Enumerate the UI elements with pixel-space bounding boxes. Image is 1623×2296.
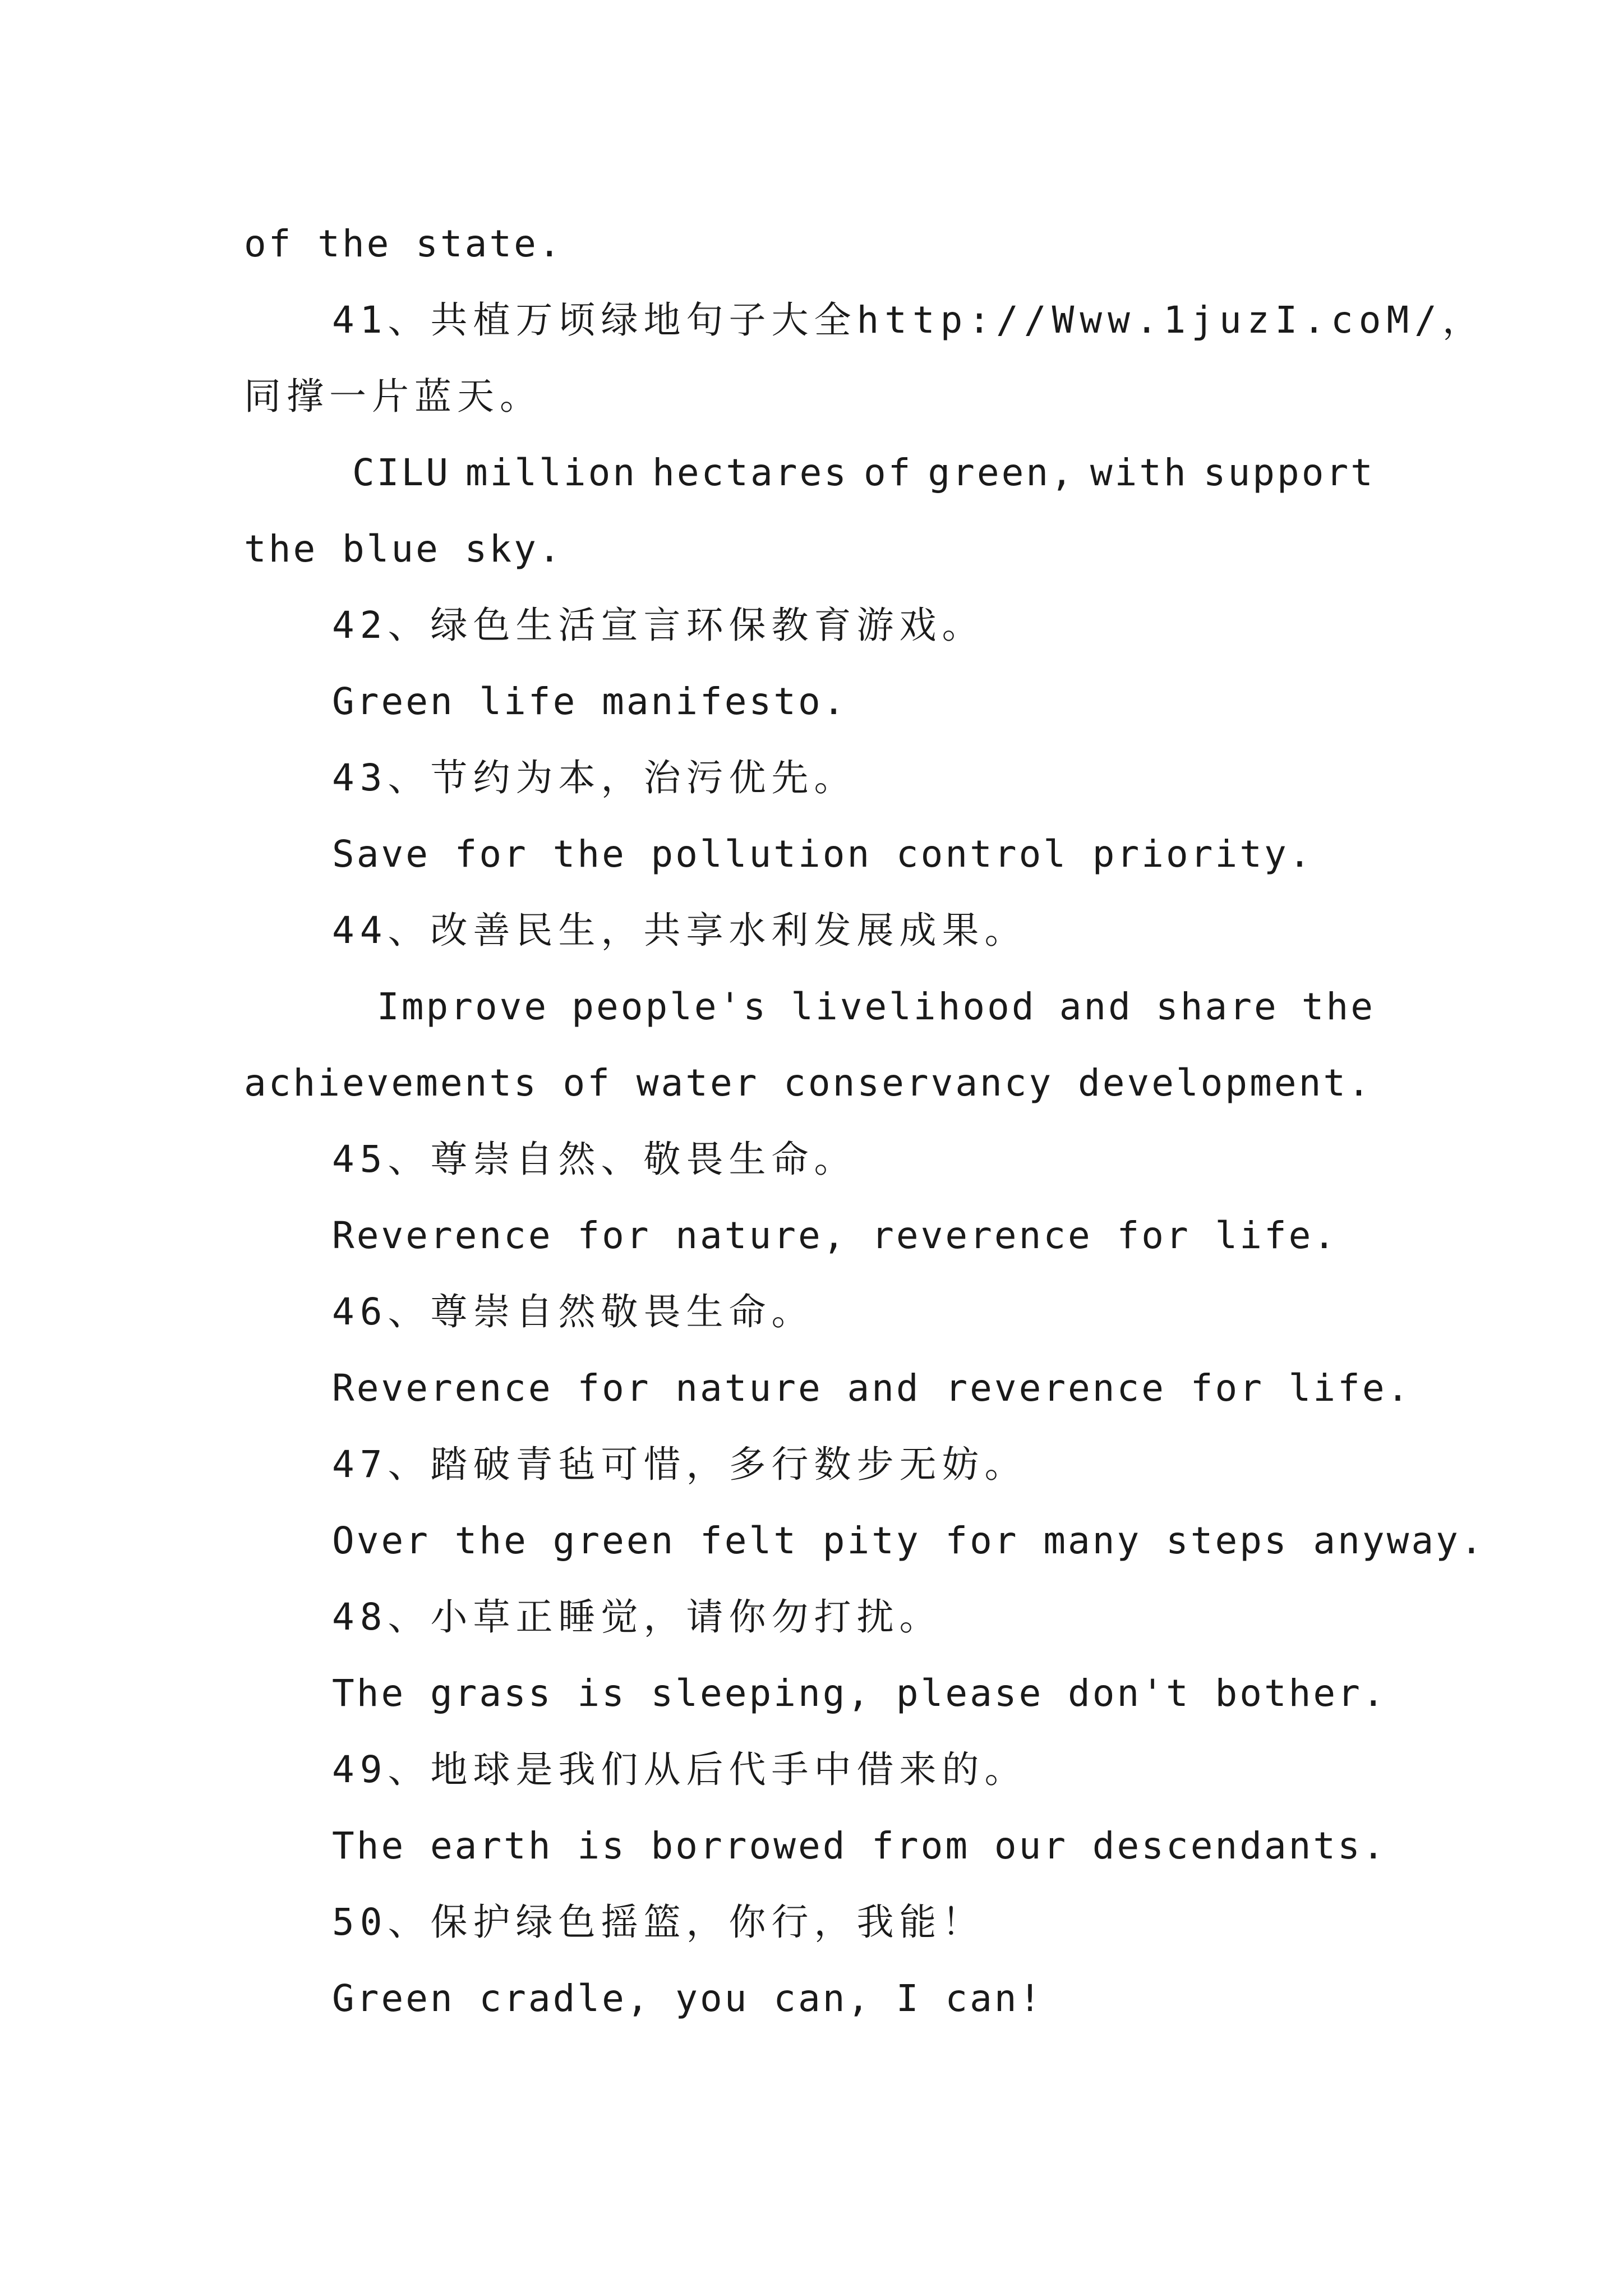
item-42-chinese: 42、绿色生活宣言环保教育游戏。 (332, 604, 985, 647)
item-43-chinese: 43、节约为本，治污优先。 (332, 756, 857, 799)
word: of (863, 451, 913, 494)
item-44-chinese: 44、改善民生，共享水利发展成果。 (332, 909, 1027, 952)
word: and (1059, 985, 1133, 1028)
item-41-chinese-continued: 同撑一片蓝天。 (244, 375, 542, 418)
text-line: of the state. (244, 222, 563, 265)
item-44-english (377, 982, 1375, 1032)
item-50-english: Green cradle, you can, I can! (332, 1977, 1044, 2020)
item-48-chinese: 48、小草正睡觉，请你勿打扰。 (332, 1595, 942, 1639)
word: support (1203, 451, 1375, 494)
item-41-chinese: 41、共植万顷绿地句子大全http://Www.1juzI.coM/， (332, 298, 1485, 342)
word: million (465, 451, 638, 494)
item-44-english-continued: achievements of water conservancy development. (244, 1061, 1372, 1105)
item-46-english: Reverence for nature and reverence for life. (332, 1366, 1412, 1410)
item-49-english: The earth is borrowed from our descendants. (332, 1824, 1387, 1867)
word: with (1090, 451, 1188, 494)
item-47-english: Over the green felt pity for many steps anyway. (332, 1519, 1485, 1562)
item-50-chinese: 50、保护绿色摇篮，你行，我能！ (332, 1901, 985, 1944)
word: CILU (352, 451, 450, 494)
word: share (1156, 985, 1279, 1028)
word: the (1301, 985, 1375, 1028)
item-42-english: Green life manifesto. (332, 680, 847, 723)
item-45-english: Reverence for nature, reverence for life. (332, 1214, 1338, 1257)
word: green, (928, 451, 1075, 494)
item-41-english-continued: the blue sky. (244, 527, 563, 570)
word: hectares (652, 451, 849, 494)
item-46-chinese: 46、尊崇自然敬畏生命。 (332, 1290, 814, 1333)
item-47-chinese: 47、踏破青毡可惜，多行数步无妨。 (332, 1443, 1027, 1486)
word: people's (571, 985, 768, 1028)
item-49-chinese: 49、地球是我们从后代手中借来的。 (332, 1748, 1027, 1791)
item-45-chinese: 45、尊崇自然、敬畏生命。 (332, 1138, 857, 1181)
item-48-english: The grass is sleeping, please don't bother. (332, 1672, 1387, 1715)
item-43-english: Save for the pollution control priority. (332, 832, 1313, 876)
word: livelihood (791, 985, 1036, 1028)
word: Improve (377, 985, 549, 1028)
item-41-english (352, 448, 1375, 498)
